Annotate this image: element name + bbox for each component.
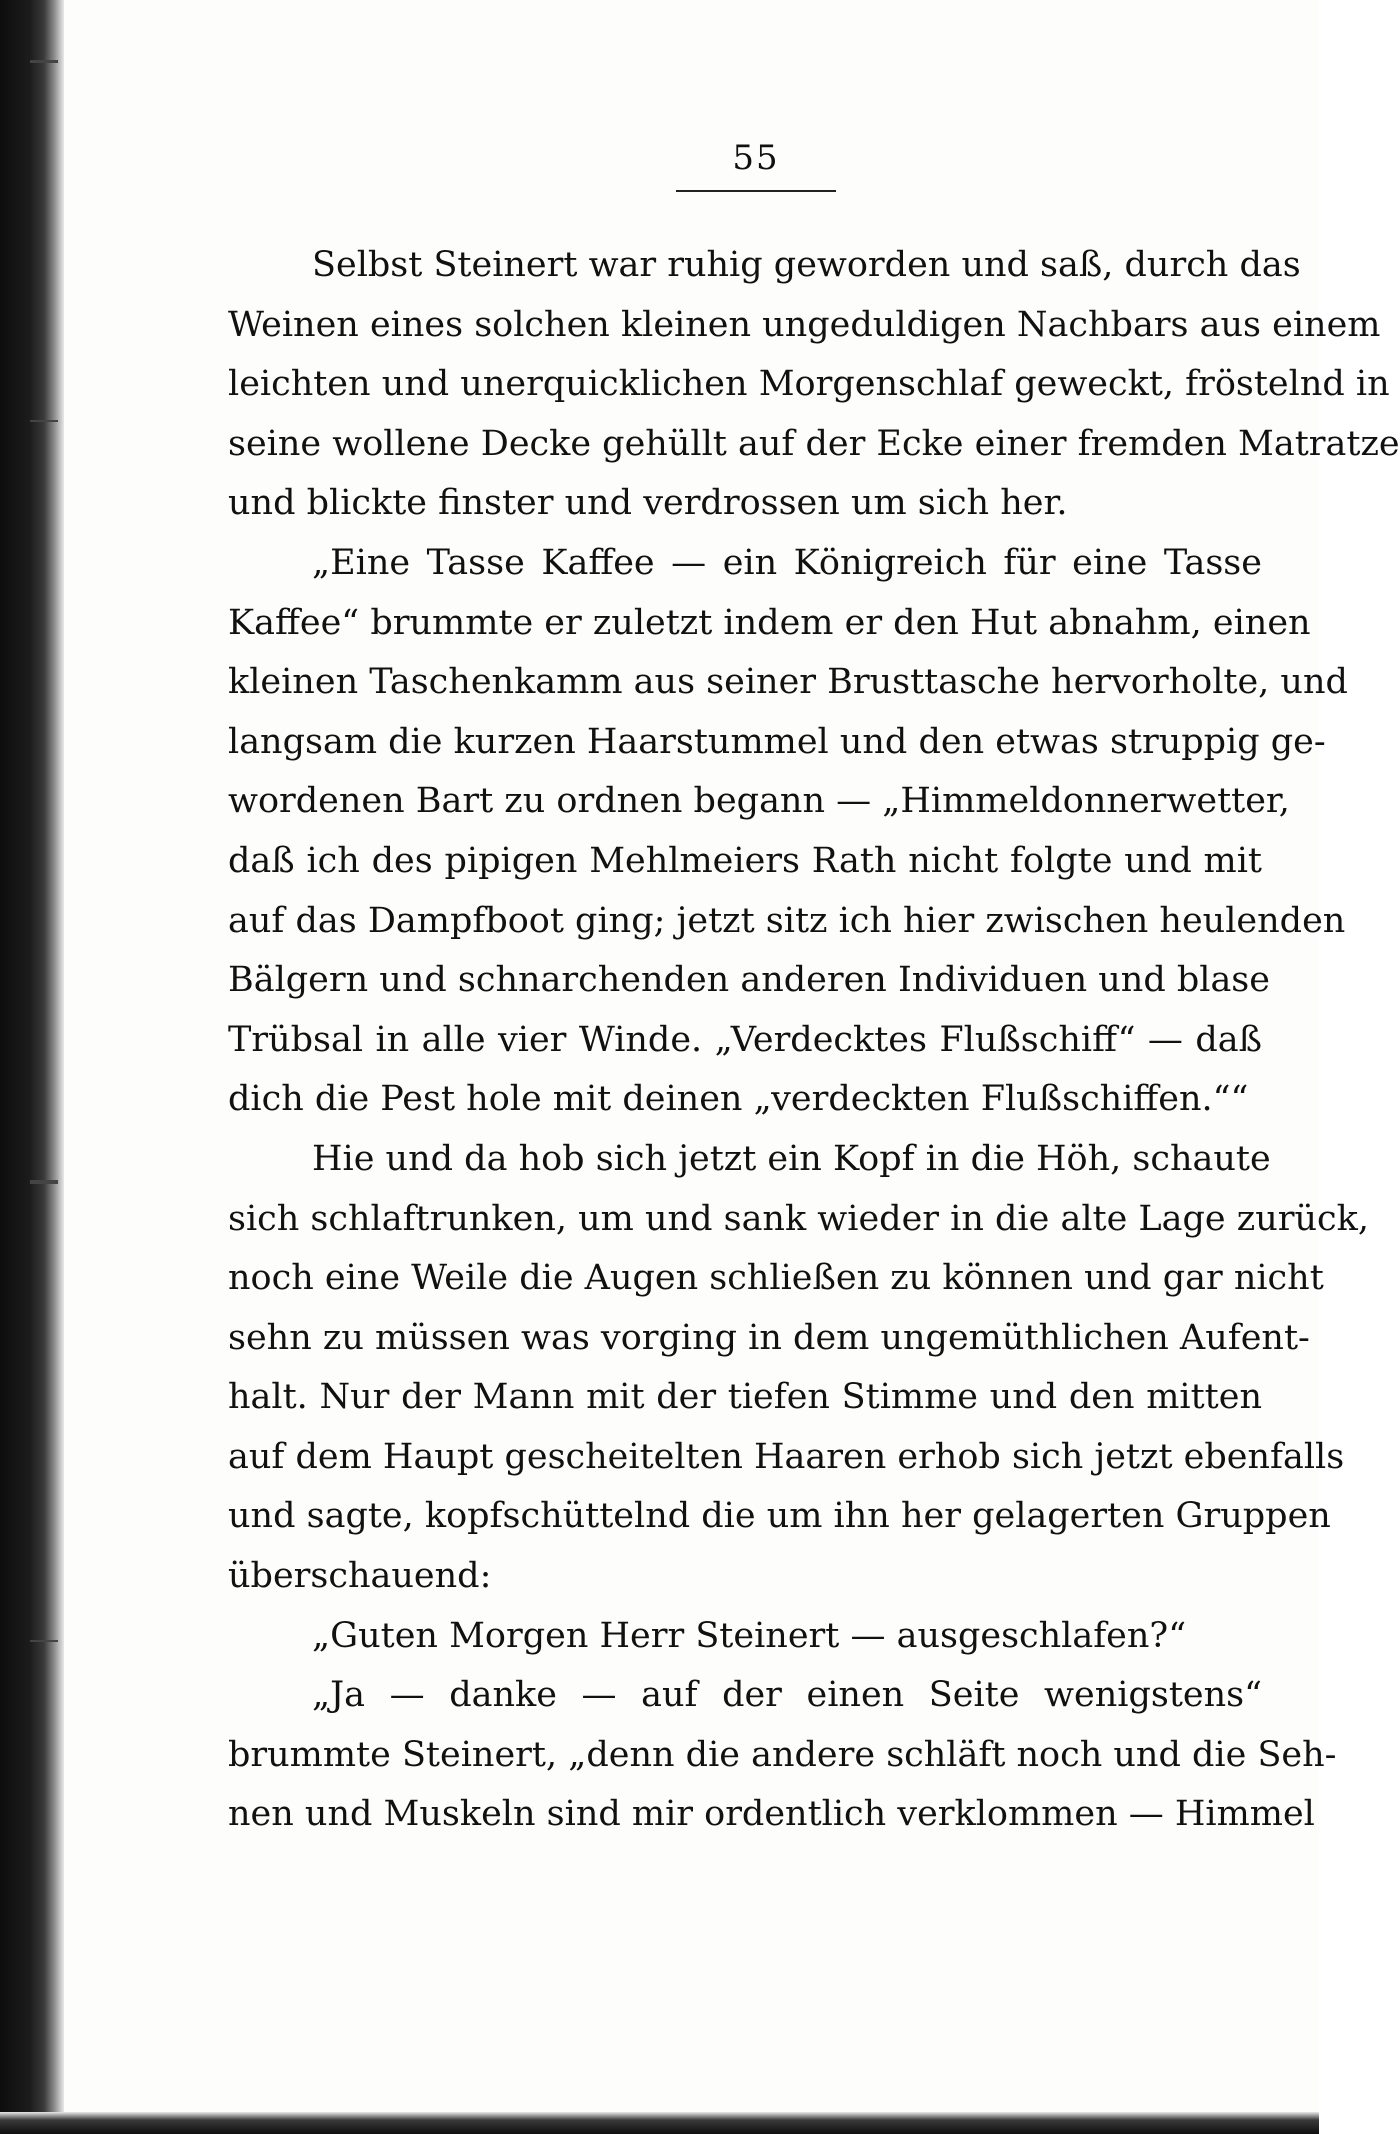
text-line: dich die Pest hole mit deinen „verdeckten Flußschiffen.““ [228,1079,1249,1120]
text-line: daß ich des pipigen Mehlmeiers Rath nicht folgte und mit [228,840,1262,881]
text-line: sich schlaftrunken, um und sank wieder in die alte Lage zurück, [228,1198,1369,1239]
text-line: „Guten Morgen Herr Steinert — ausgeschlafen?“ [312,1615,1187,1656]
text-line: leichten und unerquicklichen Morgenschlaf geweckt, fröstelnd in [228,364,1390,405]
body-text [228,236,1400,1845]
text-line: Weinen eines solchen kleinen ungeduldigen Nachbars aus einem [228,304,1381,345]
text-line: sehn zu müssen was vorging in dem ungemüthlichen Aufent- [228,1317,1310,1358]
text-line: überschauend: [228,1556,492,1597]
binding-mark [30,1180,58,1184]
text-line: und blickte finster und verdrossen um sich her. [228,483,1068,524]
page-number: 55 [732,138,780,178]
text-line: seine wollene Decke gehüllt auf der Ecke einer fremden Matratze [228,423,1400,464]
text-line: auf dem Haupt gescheitelten Haaren erhob sich jetzt ebenfalls [228,1436,1345,1477]
text-line: brummte Steinert, „denn die andere schläft noch und die Seh- [228,1734,1337,1775]
text-line: „Ja — danke — auf der einen Seite wenigstens“ [312,1675,1262,1716]
text-line: noch eine Weile die Augen schließen zu können und gar nicht [228,1258,1324,1299]
text-line: Hie und da hob sich jetzt ein Kopf in die Höh, schaute [312,1138,1271,1179]
text-line: langsam die kurzen Haarstummel und den etwas struppig ge- [228,721,1326,762]
text-line: und sagte, kopfschüttelnd die um ihn her gelagerten Gruppen [228,1496,1331,1537]
text-line: wordenen Bart zu ordnen begann — „Himmeldonnerwetter, [228,781,1290,822]
text-line: Selbst Steinert war ruhig geworden und saß, durch das [312,245,1301,285]
binding-mark [30,1640,58,1642]
text-line: „Eine Tasse Kaffee — ein Königreich für eine Tasse [312,542,1262,583]
binding-mark [30,420,58,422]
page-number-rule [676,190,836,192]
text-line: kleinen Taschenkamm aus seiner Brusttasche hervorholte, und [228,662,1348,703]
binding-mark [30,60,58,63]
page-bottom-edge [0,2112,1319,2134]
text-line: nen und Muskeln sind mir ordentlich verklommen — Himmel [228,1794,1315,1835]
text-line: Kaffee“ brummte er zuletzt indem er den Hut abnahm, einen [228,602,1311,643]
book-binding-edge [0,0,64,2134]
text-line: Trübsal in alle vier Winde. „Verdecktes Flußschiff“ — daß [228,1019,1262,1060]
text-line: auf das Dampfboot ging; jetzt sitz ich hier zwischen heulenden [228,900,1346,941]
text-line: halt. Nur der Mann mit der tiefen Stimme und den mitten [228,1377,1262,1418]
text-line: Bälgern und schnarchenden anderen Individuen und blase [228,960,1270,1001]
